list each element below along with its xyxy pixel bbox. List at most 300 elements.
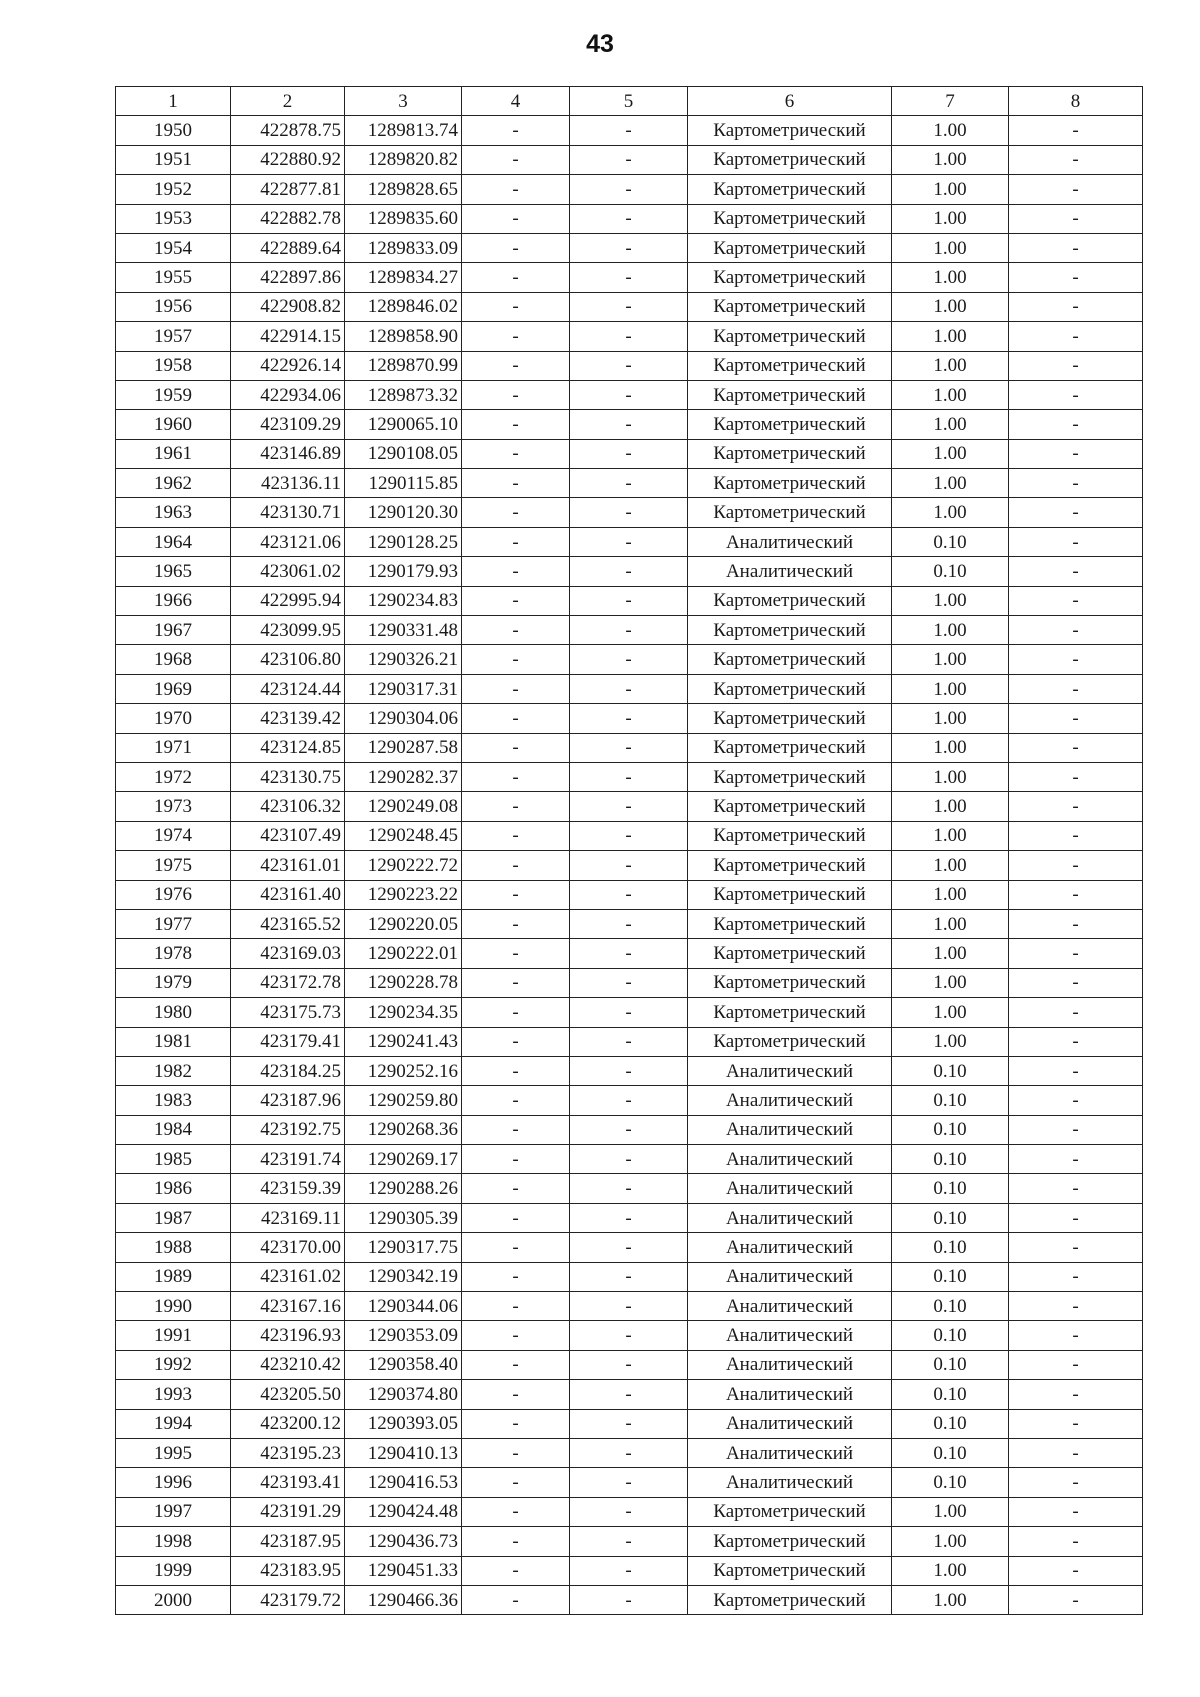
cell-col-5-value: - bbox=[570, 1438, 688, 1467]
cell-col-8-value: - bbox=[1009, 1292, 1143, 1321]
cell-y-coordinate: 1290451.33 bbox=[345, 1556, 462, 1585]
cell-col-4-value: - bbox=[462, 674, 570, 703]
cell-method: Картометрический bbox=[688, 909, 892, 938]
cell-y-coordinate: 1290353.09 bbox=[345, 1321, 462, 1350]
cell-method: Картометрический bbox=[688, 586, 892, 615]
cell-col-5-value: - bbox=[570, 498, 688, 527]
cell-point-number: 1986 bbox=[116, 1174, 231, 1203]
cell-x-coordinate: 423099.95 bbox=[231, 616, 345, 645]
cell-point-number: 1959 bbox=[116, 380, 231, 409]
cell-col-4-value: - bbox=[462, 586, 570, 615]
cell-accuracy: 1.00 bbox=[892, 762, 1009, 791]
cell-col-8-value: - bbox=[1009, 762, 1143, 791]
table-row bbox=[116, 909, 1143, 938]
table-row bbox=[116, 469, 1143, 498]
column-header-7: 7 bbox=[892, 87, 1009, 116]
cell-col-4-value: - bbox=[462, 469, 570, 498]
cell-method: Аналитический bbox=[688, 1203, 892, 1232]
cell-col-8-value: - bbox=[1009, 145, 1143, 174]
cell-col-8-value: - bbox=[1009, 1409, 1143, 1438]
cell-point-number: 1950 bbox=[116, 116, 231, 145]
cell-method: Картометрический bbox=[688, 233, 892, 262]
cell-y-coordinate: 1290220.05 bbox=[345, 909, 462, 938]
cell-x-coordinate: 422897.86 bbox=[231, 263, 345, 292]
header-row bbox=[116, 87, 1143, 116]
cell-y-coordinate: 1290128.25 bbox=[345, 527, 462, 556]
cell-x-coordinate: 422934.06 bbox=[231, 380, 345, 409]
cell-y-coordinate: 1290287.58 bbox=[345, 733, 462, 762]
cell-col-8-value: - bbox=[1009, 204, 1143, 233]
cell-point-number: 1966 bbox=[116, 586, 231, 615]
cell-col-4-value: - bbox=[462, 762, 570, 791]
cell-method: Картометрический bbox=[688, 1027, 892, 1056]
table-row bbox=[116, 1380, 1143, 1409]
cell-point-number: 1963 bbox=[116, 498, 231, 527]
cell-x-coordinate: 423191.74 bbox=[231, 1145, 345, 1174]
cell-x-coordinate: 423169.03 bbox=[231, 939, 345, 968]
cell-col-5-value: - bbox=[570, 322, 688, 351]
cell-col-8-value: - bbox=[1009, 322, 1143, 351]
cell-x-coordinate: 423184.25 bbox=[231, 1056, 345, 1085]
cell-accuracy: 1.00 bbox=[892, 586, 1009, 615]
table-row bbox=[116, 1321, 1143, 1350]
cell-x-coordinate: 423169.11 bbox=[231, 1203, 345, 1232]
cell-y-coordinate: 1289835.60 bbox=[345, 204, 462, 233]
cell-col-5-value: - bbox=[570, 527, 688, 556]
cell-method: Картометрический bbox=[688, 116, 892, 145]
cell-col-4-value: - bbox=[462, 380, 570, 409]
cell-method: Аналитический bbox=[688, 1409, 892, 1438]
cell-y-coordinate: 1289813.74 bbox=[345, 116, 462, 145]
cell-accuracy: 0.10 bbox=[892, 1174, 1009, 1203]
cell-y-coordinate: 1289828.65 bbox=[345, 175, 462, 204]
cell-point-number: 1983 bbox=[116, 1086, 231, 1115]
cell-col-8-value: - bbox=[1009, 351, 1143, 380]
cell-col-8-value: - bbox=[1009, 939, 1143, 968]
cell-y-coordinate: 1290374.80 bbox=[345, 1380, 462, 1409]
cell-col-4-value: - bbox=[462, 821, 570, 850]
table-row bbox=[116, 704, 1143, 733]
cell-col-5-value: - bbox=[570, 380, 688, 409]
table-row bbox=[116, 998, 1143, 1027]
cell-y-coordinate: 1290317.75 bbox=[345, 1233, 462, 1262]
cell-accuracy: 1.00 bbox=[892, 410, 1009, 439]
cell-point-number: 1964 bbox=[116, 527, 231, 556]
cell-point-number: 1967 bbox=[116, 616, 231, 645]
cell-accuracy: 1.00 bbox=[892, 292, 1009, 321]
cell-col-8-value: - bbox=[1009, 1585, 1143, 1614]
cell-accuracy: 0.10 bbox=[892, 1321, 1009, 1350]
cell-accuracy: 1.00 bbox=[892, 145, 1009, 174]
cell-col-5-value: - bbox=[570, 1203, 688, 1232]
cell-col-5-value: - bbox=[570, 792, 688, 821]
table-row bbox=[116, 204, 1143, 233]
cell-col-5-value: - bbox=[570, 821, 688, 850]
cell-col-4-value: - bbox=[462, 1321, 570, 1350]
cell-col-4-value: - bbox=[462, 880, 570, 909]
cell-method: Картометрический bbox=[688, 674, 892, 703]
cell-method: Картометрический bbox=[688, 704, 892, 733]
cell-accuracy: 1.00 bbox=[892, 821, 1009, 850]
cell-col-8-value: - bbox=[1009, 1115, 1143, 1144]
cell-col-8-value: - bbox=[1009, 1027, 1143, 1056]
cell-col-4-value: - bbox=[462, 204, 570, 233]
cell-col-8-value: - bbox=[1009, 909, 1143, 938]
column-header-2: 2 bbox=[231, 87, 345, 116]
cell-accuracy: 1.00 bbox=[892, 1527, 1009, 1556]
cell-col-5-value: - bbox=[570, 1027, 688, 1056]
cell-y-coordinate: 1290358.40 bbox=[345, 1350, 462, 1379]
cell-col-5-value: - bbox=[570, 233, 688, 262]
table-row bbox=[116, 527, 1143, 556]
cell-col-5-value: - bbox=[570, 586, 688, 615]
cell-col-5-value: - bbox=[570, 1233, 688, 1262]
cell-y-coordinate: 1290179.93 bbox=[345, 557, 462, 586]
cell-method: Аналитический bbox=[688, 1086, 892, 1115]
cell-accuracy: 0.10 bbox=[892, 1056, 1009, 1085]
cell-method: Аналитический bbox=[688, 557, 892, 586]
cell-accuracy: 1.00 bbox=[892, 263, 1009, 292]
cell-y-coordinate: 1290342.19 bbox=[345, 1262, 462, 1291]
cell-accuracy: 0.10 bbox=[892, 1350, 1009, 1379]
cell-col-8-value: - bbox=[1009, 1527, 1143, 1556]
cell-y-coordinate: 1290424.48 bbox=[345, 1497, 462, 1526]
cell-col-4-value: - bbox=[462, 851, 570, 880]
cell-accuracy: 0.10 bbox=[892, 527, 1009, 556]
cell-point-number: 1982 bbox=[116, 1056, 231, 1085]
cell-method: Картометрический bbox=[688, 1527, 892, 1556]
cell-point-number: 1984 bbox=[116, 1115, 231, 1144]
cell-method: Картометрический bbox=[688, 616, 892, 645]
cell-col-8-value: - bbox=[1009, 292, 1143, 321]
cell-accuracy: 1.00 bbox=[892, 439, 1009, 468]
cell-col-8-value: - bbox=[1009, 1321, 1143, 1350]
cell-point-number: 1976 bbox=[116, 880, 231, 909]
cell-col-8-value: - bbox=[1009, 175, 1143, 204]
cell-col-5-value: - bbox=[570, 204, 688, 233]
cell-col-8-value: - bbox=[1009, 1086, 1143, 1115]
cell-col-4-value: - bbox=[462, 1497, 570, 1526]
column-header-1: 1 bbox=[116, 87, 231, 116]
cell-accuracy: 1.00 bbox=[892, 1027, 1009, 1056]
cell-col-4-value: - bbox=[462, 351, 570, 380]
cell-point-number: 1975 bbox=[116, 851, 231, 880]
cell-method: Картометрический bbox=[688, 1585, 892, 1614]
cell-point-number: 1968 bbox=[116, 645, 231, 674]
cell-point-number: 1972 bbox=[116, 762, 231, 791]
cell-col-5-value: - bbox=[570, 292, 688, 321]
cell-x-coordinate: 423161.01 bbox=[231, 851, 345, 880]
cell-method: Картометрический bbox=[688, 792, 892, 821]
cell-method: Картометрический bbox=[688, 939, 892, 968]
cell-method: Аналитический bbox=[688, 1174, 892, 1203]
table-row bbox=[116, 674, 1143, 703]
cell-point-number: 1998 bbox=[116, 1527, 231, 1556]
cell-y-coordinate: 1290288.26 bbox=[345, 1174, 462, 1203]
cell-x-coordinate: 423109.29 bbox=[231, 410, 345, 439]
cell-accuracy: 0.10 bbox=[892, 1468, 1009, 1497]
cell-y-coordinate: 1289820.82 bbox=[345, 145, 462, 174]
cell-y-coordinate: 1290228.78 bbox=[345, 968, 462, 997]
cell-accuracy: 1.00 bbox=[892, 616, 1009, 645]
cell-col-4-value: - bbox=[462, 998, 570, 1027]
cell-y-coordinate: 1290436.73 bbox=[345, 1527, 462, 1556]
cell-col-8-value: - bbox=[1009, 998, 1143, 1027]
cell-x-coordinate: 423130.71 bbox=[231, 498, 345, 527]
cell-col-5-value: - bbox=[570, 968, 688, 997]
cell-accuracy: 0.10 bbox=[892, 1292, 1009, 1321]
table-row bbox=[116, 263, 1143, 292]
cell-x-coordinate: 423159.39 bbox=[231, 1174, 345, 1203]
cell-x-coordinate: 423170.00 bbox=[231, 1233, 345, 1262]
cell-x-coordinate: 423161.02 bbox=[231, 1262, 345, 1291]
cell-col-5-value: - bbox=[570, 1468, 688, 1497]
table-row bbox=[116, 145, 1143, 174]
cell-x-coordinate: 422889.64 bbox=[231, 233, 345, 262]
cell-col-4-value: - bbox=[462, 557, 570, 586]
cell-method: Картометрический bbox=[688, 292, 892, 321]
cell-col-5-value: - bbox=[570, 1556, 688, 1585]
cell-col-4-value: - bbox=[462, 1438, 570, 1467]
cell-col-5-value: - bbox=[570, 175, 688, 204]
cell-col-5-value: - bbox=[570, 145, 688, 174]
table-row bbox=[116, 351, 1143, 380]
cell-method: Картометрический bbox=[688, 821, 892, 850]
cell-accuracy: 1.00 bbox=[892, 204, 1009, 233]
cell-accuracy: 1.00 bbox=[892, 498, 1009, 527]
cell-x-coordinate: 423139.42 bbox=[231, 704, 345, 733]
cell-col-8-value: - bbox=[1009, 410, 1143, 439]
cell-col-5-value: - bbox=[570, 1350, 688, 1379]
cell-point-number: 1980 bbox=[116, 998, 231, 1027]
cell-col-5-value: - bbox=[570, 939, 688, 968]
cell-method: Аналитический bbox=[688, 1350, 892, 1379]
cell-accuracy: 1.00 bbox=[892, 939, 1009, 968]
cell-col-8-value: - bbox=[1009, 527, 1143, 556]
cell-x-coordinate: 423179.41 bbox=[231, 1027, 345, 1056]
table-row bbox=[116, 939, 1143, 968]
cell-y-coordinate: 1290326.21 bbox=[345, 645, 462, 674]
cell-col-5-value: - bbox=[570, 116, 688, 145]
cell-x-coordinate: 423195.23 bbox=[231, 1438, 345, 1467]
cell-accuracy: 1.00 bbox=[892, 792, 1009, 821]
cell-col-5-value: - bbox=[570, 851, 688, 880]
page-number: 43 bbox=[586, 30, 614, 58]
cell-col-4-value: - bbox=[462, 1409, 570, 1438]
cell-point-number: 1969 bbox=[116, 674, 231, 703]
cell-method: Аналитический bbox=[688, 1380, 892, 1409]
cell-col-5-value: - bbox=[570, 1527, 688, 1556]
cell-col-5-value: - bbox=[570, 557, 688, 586]
table-row bbox=[116, 880, 1143, 909]
cell-col-4-value: - bbox=[462, 410, 570, 439]
cell-col-5-value: - bbox=[570, 439, 688, 468]
cell-method: Картометрический bbox=[688, 1497, 892, 1526]
cell-method: Аналитический bbox=[688, 1321, 892, 1350]
table-row bbox=[116, 1527, 1143, 1556]
cell-accuracy: 1.00 bbox=[892, 645, 1009, 674]
cell-point-number: 1951 bbox=[116, 145, 231, 174]
cell-x-coordinate: 423106.80 bbox=[231, 645, 345, 674]
cell-col-8-value: - bbox=[1009, 1145, 1143, 1174]
cell-col-4-value: - bbox=[462, 1115, 570, 1144]
column-header-5: 5 bbox=[570, 87, 688, 116]
cell-col-4-value: - bbox=[462, 1145, 570, 1174]
cell-y-coordinate: 1290344.06 bbox=[345, 1292, 462, 1321]
cell-col-5-value: - bbox=[570, 410, 688, 439]
cell-point-number: 1997 bbox=[116, 1497, 231, 1526]
cell-col-4-value: - bbox=[462, 1556, 570, 1585]
cell-col-4-value: - bbox=[462, 263, 570, 292]
cell-method: Картометрический bbox=[688, 998, 892, 1027]
cell-col-8-value: - bbox=[1009, 1233, 1143, 1262]
cell-col-8-value: - bbox=[1009, 439, 1143, 468]
cell-col-4-value: - bbox=[462, 175, 570, 204]
table-body bbox=[116, 116, 1143, 1615]
cell-col-4-value: - bbox=[462, 1233, 570, 1262]
cell-point-number: 1988 bbox=[116, 1233, 231, 1262]
table-row bbox=[116, 1262, 1143, 1291]
cell-accuracy: 1.00 bbox=[892, 322, 1009, 351]
cell-x-coordinate: 423124.85 bbox=[231, 733, 345, 762]
table-row bbox=[116, 1350, 1143, 1379]
cell-x-coordinate: 422914.15 bbox=[231, 322, 345, 351]
cell-y-coordinate: 1290416.53 bbox=[345, 1468, 462, 1497]
cell-col-8-value: - bbox=[1009, 851, 1143, 880]
cell-method: Картометрический bbox=[688, 469, 892, 498]
cell-accuracy: 0.10 bbox=[892, 1145, 1009, 1174]
table-row bbox=[116, 380, 1143, 409]
cell-col-5-value: - bbox=[570, 1262, 688, 1291]
cell-x-coordinate: 423210.42 bbox=[231, 1350, 345, 1379]
cell-y-coordinate: 1290466.36 bbox=[345, 1585, 462, 1614]
table-row bbox=[116, 1174, 1143, 1203]
cell-x-coordinate: 423205.50 bbox=[231, 1380, 345, 1409]
cell-point-number: 1961 bbox=[116, 439, 231, 468]
cell-point-number: 1991 bbox=[116, 1321, 231, 1350]
cell-col-5-value: - bbox=[570, 645, 688, 674]
table-row bbox=[116, 233, 1143, 262]
cell-col-8-value: - bbox=[1009, 1350, 1143, 1379]
cell-x-coordinate: 422995.94 bbox=[231, 586, 345, 615]
table-row bbox=[116, 292, 1143, 321]
cell-point-number: 1977 bbox=[116, 909, 231, 938]
cell-col-8-value: - bbox=[1009, 616, 1143, 645]
cell-method: Картометрический bbox=[688, 733, 892, 762]
cell-y-coordinate: 1289873.32 bbox=[345, 380, 462, 409]
cell-col-4-value: - bbox=[462, 1203, 570, 1232]
cell-col-8-value: - bbox=[1009, 968, 1143, 997]
cell-accuracy: 0.10 bbox=[892, 1233, 1009, 1262]
cell-point-number: 1973 bbox=[116, 792, 231, 821]
cell-col-8-value: - bbox=[1009, 586, 1143, 615]
cell-y-coordinate: 1290248.45 bbox=[345, 821, 462, 850]
cell-col-4-value: - bbox=[462, 292, 570, 321]
cell-method: Картометрический bbox=[688, 175, 892, 204]
cell-col-4-value: - bbox=[462, 1380, 570, 1409]
cell-accuracy: 1.00 bbox=[892, 1497, 1009, 1526]
cell-col-8-value: - bbox=[1009, 1203, 1143, 1232]
cell-method: Картометрический bbox=[688, 880, 892, 909]
cell-method: Картометрический bbox=[688, 322, 892, 351]
cell-accuracy: 1.00 bbox=[892, 1585, 1009, 1614]
cell-method: Картометрический bbox=[688, 645, 892, 674]
cell-accuracy: 1.00 bbox=[892, 880, 1009, 909]
cell-method: Картометрический bbox=[688, 263, 892, 292]
cell-col-4-value: - bbox=[462, 322, 570, 351]
cell-col-4-value: - bbox=[462, 909, 570, 938]
column-header-8: 8 bbox=[1009, 87, 1143, 116]
cell-point-number: 1971 bbox=[116, 733, 231, 762]
cell-point-number: 1978 bbox=[116, 939, 231, 968]
cell-col-5-value: - bbox=[570, 1145, 688, 1174]
cell-col-8-value: - bbox=[1009, 380, 1143, 409]
cell-accuracy: 1.00 bbox=[892, 909, 1009, 938]
table-row bbox=[116, 439, 1143, 468]
cell-col-8-value: - bbox=[1009, 116, 1143, 145]
cell-col-8-value: - bbox=[1009, 821, 1143, 850]
cell-col-4-value: - bbox=[462, 939, 570, 968]
table-row bbox=[116, 1115, 1143, 1144]
cell-point-number: 1958 bbox=[116, 351, 231, 380]
cell-col-4-value: - bbox=[462, 616, 570, 645]
cell-point-number: 1970 bbox=[116, 704, 231, 733]
coordinates-table bbox=[115, 86, 1143, 1615]
cell-y-coordinate: 1290234.35 bbox=[345, 998, 462, 1027]
cell-y-coordinate: 1290065.10 bbox=[345, 410, 462, 439]
cell-point-number: 1955 bbox=[116, 263, 231, 292]
cell-method: Аналитический bbox=[688, 1292, 892, 1321]
cell-method: Картометрический bbox=[688, 968, 892, 997]
cell-accuracy: 1.00 bbox=[892, 351, 1009, 380]
cell-x-coordinate: 423193.41 bbox=[231, 1468, 345, 1497]
cell-y-coordinate: 1290249.08 bbox=[345, 792, 462, 821]
cell-method: Аналитический bbox=[688, 1115, 892, 1144]
cell-col-5-value: - bbox=[570, 1497, 688, 1526]
cell-col-5-value: - bbox=[570, 880, 688, 909]
cell-col-8-value: - bbox=[1009, 263, 1143, 292]
cell-y-coordinate: 1290108.05 bbox=[345, 439, 462, 468]
cell-method: Аналитический bbox=[688, 1438, 892, 1467]
cell-point-number: 1974 bbox=[116, 821, 231, 850]
cell-col-4-value: - bbox=[462, 498, 570, 527]
cell-x-coordinate: 423061.02 bbox=[231, 557, 345, 586]
cell-x-coordinate: 423136.11 bbox=[231, 469, 345, 498]
cell-col-4-value: - bbox=[462, 1527, 570, 1556]
cell-point-number: 1995 bbox=[116, 1438, 231, 1467]
table-row bbox=[116, 645, 1143, 674]
cell-accuracy: 1.00 bbox=[892, 233, 1009, 262]
cell-accuracy: 1.00 bbox=[892, 175, 1009, 204]
cell-method: Картометрический bbox=[688, 410, 892, 439]
table-row bbox=[116, 851, 1143, 880]
cell-point-number: 1952 bbox=[116, 175, 231, 204]
cell-col-5-value: - bbox=[570, 1380, 688, 1409]
table-row bbox=[116, 498, 1143, 527]
table-row bbox=[116, 1145, 1143, 1174]
cell-x-coordinate: 422908.82 bbox=[231, 292, 345, 321]
cell-point-number: 1953 bbox=[116, 204, 231, 233]
cell-accuracy: 0.10 bbox=[892, 1203, 1009, 1232]
cell-accuracy: 1.00 bbox=[892, 1556, 1009, 1585]
cell-col-5-value: - bbox=[570, 263, 688, 292]
cell-col-5-value: - bbox=[570, 1086, 688, 1115]
cell-method: Аналитический bbox=[688, 1468, 892, 1497]
cell-col-4-value: - bbox=[462, 1292, 570, 1321]
cell-method: Картометрический bbox=[688, 204, 892, 233]
cell-col-4-value: - bbox=[462, 1086, 570, 1115]
cell-point-number: 1992 bbox=[116, 1350, 231, 1379]
